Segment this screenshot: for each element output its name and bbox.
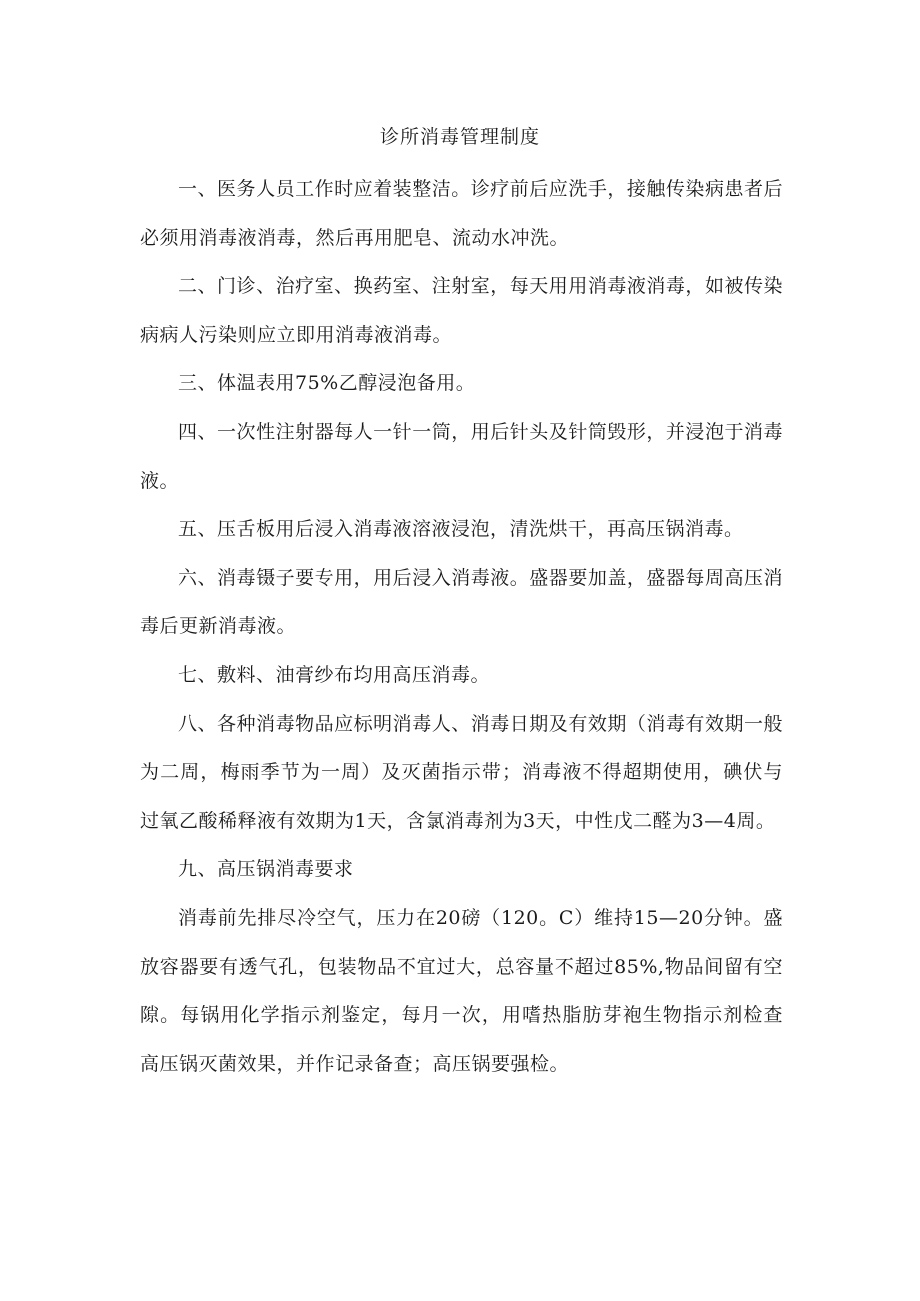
paragraph-4: 四、一次性注射器每人一针一筒，用后针头及针筒毁形，并浸泡于消毒液。 [140, 420, 783, 492]
document-body [140, 165, 783, 1088]
paragraph-7: 七、敷料、油膏纱布均用高压消毒。 [178, 663, 491, 686]
paragraph-3: 三、体温表用75%乙醇浸泡备用。 [178, 372, 476, 395]
paragraph-1: 一、医务人员工作时应着装整洁。诊疗前后应洗手，接触传染病患者后必须用消毒液消毒，然后再用肥皂、流动水冲洗。 [140, 178, 783, 249]
paragraph-9-body: 消毒前先排尽冷空气，压力在20磅（120。C）维持15—20分钟。盛放容器要有透气孔，包装物品不宜过大，总容量不超过85%,物品间留有空隙。每锅用化学指示剂鉴定，每月一次，用嗜热脂肪芽袍生物指示剂检查高压锅灭菌效果，并作记录备查；高压锅要强检。 [140, 906, 783, 1075]
paragraph-5: 五、压舌板用后浸入消毒液溶液浸泡，清洗烘干，再高压锅消毒。 [178, 518, 744, 541]
paragraph-6: 六、消毒镊子要专用，用后浸入消毒液。盛器要加盖，盛器每周高压消毒后更新消毒液。 [140, 566, 783, 638]
document-title: 诊所消毒管理制度 [379, 126, 540, 148]
paragraph-9-heading: 九、高压锅消毒要求 [178, 858, 354, 881]
paragraph-2: 二、门诊、治疗室、换药室、注射室，每天用用消毒液消毒，如被传染病病人污染则应立即用消毒液消毒。 [140, 275, 783, 346]
paragraph-8: 八、各种消毒物品应标明消毒人、消毒日期及有效期（消毒有效期一般为二周，梅雨季节为一周）及灭菌指示带；消毒液不得超期使用，碘伏与过氧乙酸稀释液有效期为1天，含氯消毒剂为3天，中性戊二醛为3—4周。 [140, 712, 783, 832]
